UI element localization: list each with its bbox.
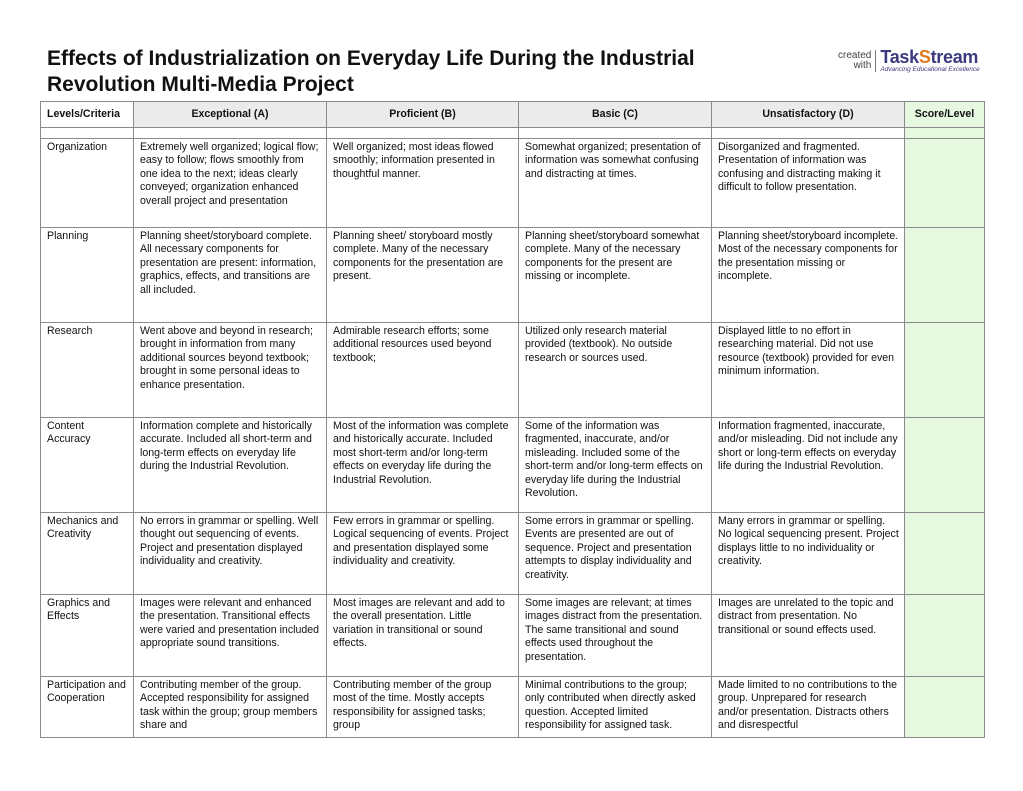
header-proficient: Proficient (B) [327, 102, 519, 128]
title-line-2: Revolution Multi-Media Project [47, 73, 354, 96]
level-b-cell: Admirable research efforts; some additional resources used beyond textbook; [327, 323, 519, 418]
score-cell[interactable] [905, 513, 985, 595]
logo-divider [875, 50, 876, 72]
level-d-cell: Disorganized and fragmented. Presentation of information was confusing and distracting making it difficult to follow presentation. [712, 139, 905, 228]
level-a-cell: Contributing member of the group. Accepted responsibility for assigned task within the group; group members share and [134, 677, 327, 738]
level-a-cell: Images were relevant and enhanced the presentation. Transitional effects were varied and presentation included appropriate sound transitions. [134, 595, 327, 677]
level-d-cell: Information fragmented, inaccurate, and/or misleading. Did not include any short or long-term effects on everyday life during the Industrial Revolution. [712, 418, 905, 513]
header-basic: Basic (C) [519, 102, 712, 128]
table-row [41, 323, 985, 418]
level-a-cell: Went above and beyond in research; brought in information from many additional sources beyond textbook; brought in some personal ideas to enhance presentation. [134, 323, 327, 418]
level-c-cell: Some images are relevant; at times images distract from the presentation. The same transitional and sound effects used throughout the presentation. [519, 595, 712, 677]
level-d-cell: Images are unrelated to the topic and distract from presentation. No transitional or sound effects used. [712, 595, 905, 677]
created-with-label: created with [838, 50, 872, 71]
score-cell[interactable] [905, 595, 985, 677]
score-cell[interactable] [905, 677, 985, 738]
level-b-cell: Contributing member of the group most of the time. Mostly accepts responsibility for assigned tasks; group [327, 677, 519, 738]
score-cell[interactable] [905, 139, 985, 228]
header-exceptional: Exceptional (A) [134, 102, 327, 128]
score-cell[interactable] [905, 228, 985, 323]
level-a-cell: Planning sheet/storyboard complete. All necessary components for presentation are present: information, graphics, effects, and transitions are all included. [134, 228, 327, 323]
level-a-cell: No errors in grammar or spelling. Well thought out sequencing of events. Project and presentation displayed individuality and creativity. [134, 513, 327, 595]
rubric-table [40, 101, 985, 738]
header-levels-criteria: Levels/Criteria [41, 102, 134, 128]
level-c-cell: Some of the information was fragmented, inaccurate, and/or misleading. Included some of the short-term and/or long-term effects on everyday life during the Industrial Revolution. [519, 418, 712, 513]
score-cell[interactable] [905, 323, 985, 418]
criterion-cell: Planning [41, 228, 134, 323]
table-row [41, 677, 985, 738]
level-c-cell: Somewhat organized; presentation of information was somewhat confusing and distracting at times. [519, 139, 712, 228]
level-c-cell: Minimal contributions to the group; only contributed when directly asked question. Accepted limited responsibility for assigned task. [519, 677, 712, 738]
header-unsatisfactory: Unsatisfactory (D) [712, 102, 905, 128]
page-title [47, 46, 695, 98]
table-row [41, 513, 985, 595]
title-line-1: Effects of Industrialization on Everyday Life During the Industrial [47, 47, 695, 70]
taskstream-wordmark: TaskStream Advancing Educational Excellence [880, 47, 980, 73]
level-a-cell: Information complete and historically accurate. Included all short-term and long-term effects on everyday life during the Industrial Revolution. [134, 418, 327, 513]
level-c-cell: Planning sheet/storyboard somewhat complete. Many of the necessary components for the present are missing or incomplete. [519, 228, 712, 323]
table-row [41, 228, 985, 323]
header-score-level: Score/Level [905, 102, 985, 128]
level-c-cell: Utilized only research material provided (textbook). No outside research or sources used. [519, 323, 712, 418]
table-row [41, 139, 985, 228]
level-d-cell: Planning sheet/storyboard incomplete. Most of the necessary components for the presentation missing or incomplete. [712, 228, 905, 323]
criterion-cell: Participation and Cooperation [41, 677, 134, 738]
score-cell[interactable] [905, 418, 985, 513]
level-b-cell: Well organized; most ideas flowed smoothly; information presented in thoughtful manner. [327, 139, 519, 228]
level-b-cell: Few errors in grammar or spelling. Logical sequencing of events. Project and presentation displayed some individuality and creativity. [327, 513, 519, 595]
level-b-cell: Most of the information was complete and historically accurate. Included most short-term and/or long-term effects on everyday life during the Industrial Revolution. [327, 418, 519, 513]
criterion-cell: Graphics and Effects [41, 595, 134, 677]
taskstream-tagline: Advancing Educational Excellence [880, 66, 980, 73]
table-row [41, 418, 985, 513]
criterion-cell: Mechanics and Creativity [41, 513, 134, 595]
level-d-cell: Many errors in grammar or spelling. No logical sequencing present. Project displays little to no individuality or creativity. [712, 513, 905, 595]
criterion-cell: Organization [41, 139, 134, 228]
level-a-cell: Extremely well organized; logical flow; easy to follow; flows smoothly from one idea to the next; ideas clearly conveyed; organization enhanced overall project and presentation [134, 139, 327, 228]
header-row [41, 102, 985, 128]
criterion-cell: Content Accuracy [41, 418, 134, 513]
level-b-cell: Most images are relevant and add to the overall presentation. Little variation in transitional or sound effects. [327, 595, 519, 677]
level-c-cell: Some errors in grammar or spelling. Events are presented are out of sequence. Project and presentation attempts to display individuality and creativity. [519, 513, 712, 595]
taskstream-logo [838, 48, 980, 74]
criterion-cell: Research [41, 323, 134, 418]
level-d-cell: Displayed little to no effort in researching material. Did not use resource (textbook) provided for even minimum information. [712, 323, 905, 418]
table-row [41, 595, 985, 677]
level-d-cell: Made limited to no contributions to the group. Unprepared for research and/or presentation. Distracts others and disrespectful [712, 677, 905, 738]
level-b-cell: Planning sheet/ storyboard mostly complete. Many of the necessary components for the presentation are present. [327, 228, 519, 323]
